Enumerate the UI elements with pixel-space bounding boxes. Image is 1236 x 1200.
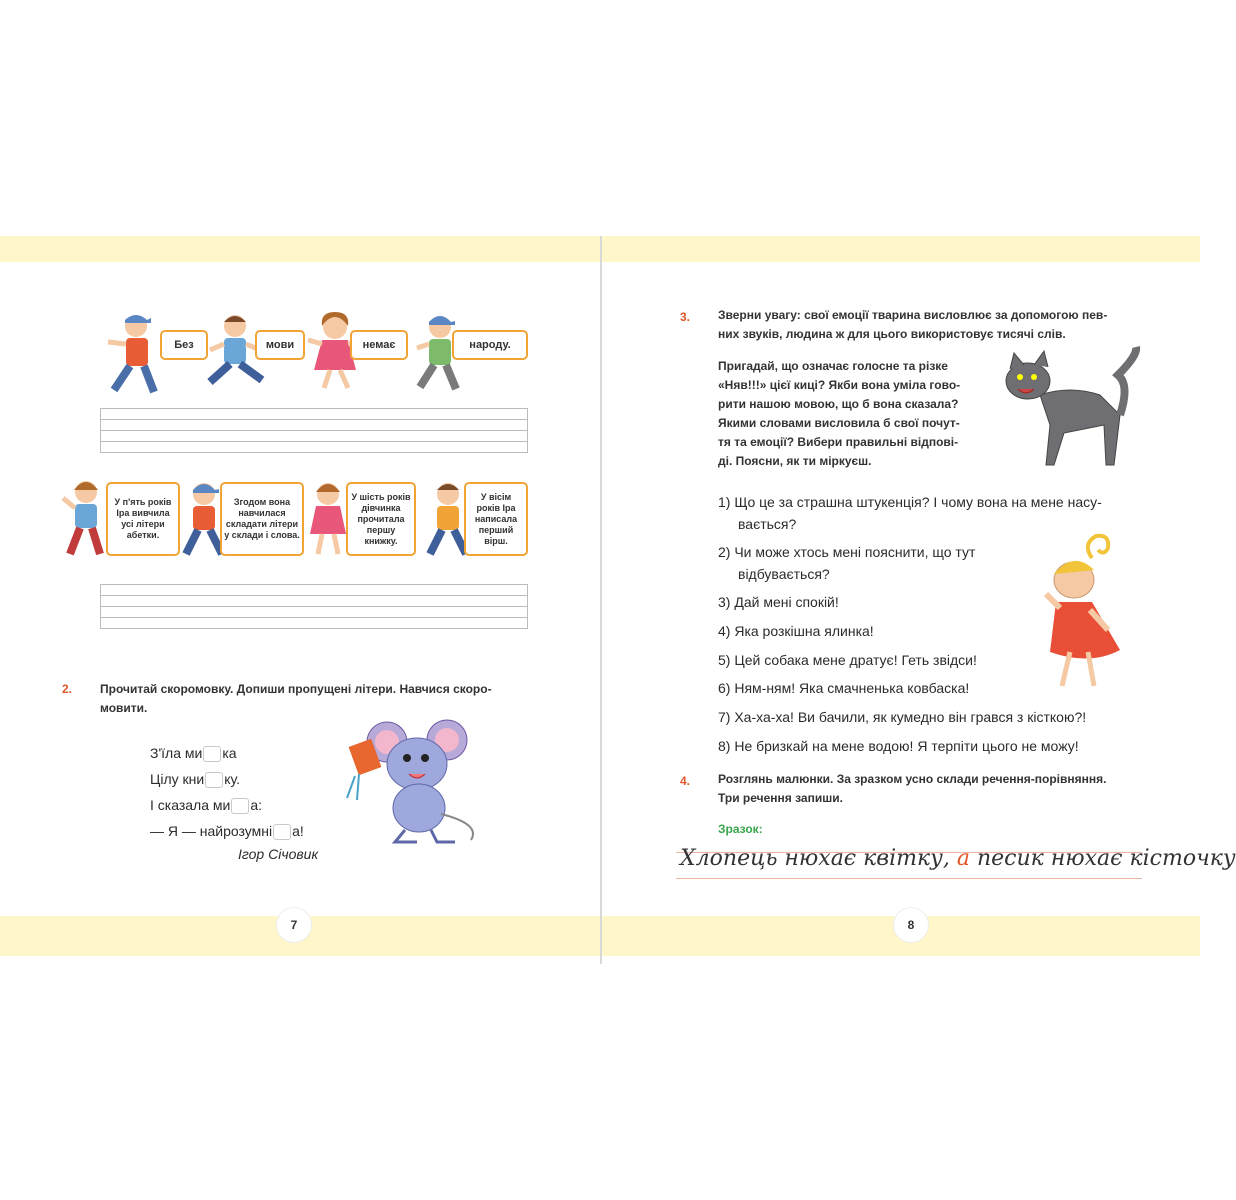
- writing-lines: [100, 408, 528, 453]
- cursive-sample-sentence: Хлопець нюхає квітку, а песик нюхає кісточку: [680, 846, 1236, 871]
- task-instruction: них звуків, людина ж для цього використовує тисячі слів.: [718, 327, 1066, 341]
- task-question: Пригадай, що означає голосне та різке: [718, 359, 948, 373]
- blank-letter-box[interactable]: [203, 746, 221, 762]
- answer-option: 6) Ням-ням! Яка смачненька ковбаска!: [718, 680, 970, 696]
- poem-line: Цілу кни ку.: [150, 771, 240, 787]
- blank-letter-box[interactable]: [273, 824, 291, 840]
- answer-option: відбувається?: [738, 566, 830, 582]
- poem-line: З'їла ми ка: [150, 745, 237, 761]
- task-instruction: мовити.: [100, 701, 148, 715]
- word-card: Без: [160, 330, 208, 360]
- book-gutter: [600, 236, 602, 964]
- mouse-with-book-illustration: [345, 716, 490, 848]
- answer-option: 5) Цей собака мене дратує! Геть звідси!: [718, 652, 977, 668]
- answer-option: 8) Не бризкай на мене водою! Я терпіти цього не можу!: [718, 738, 1079, 754]
- answer-option: 7) Ха-ха-ха! Ви бачили, як кумедно він грався з кісткою?!: [718, 709, 1087, 725]
- task-number: 2.: [62, 682, 73, 696]
- word-card: мови: [255, 330, 305, 360]
- blank-letter-box[interactable]: [231, 798, 249, 814]
- task-question: Якими словами висловила б свої почут-: [718, 416, 960, 430]
- task-question: ді. Поясни, як ти міркуєш.: [718, 454, 872, 468]
- task-instruction: Розглянь малюнки. За зразком усно склади речення-порівняння.: [718, 772, 1107, 786]
- task-instruction: Прочитай скоромовку. Допиши пропущені літери. Навчися скоро-: [100, 682, 492, 696]
- tongue-twister-poem: [150, 740, 304, 844]
- task-question: рити нашою мовою, що б вона сказала?: [718, 397, 959, 411]
- task-number: 4.: [680, 774, 691, 788]
- answer-option: 1) Що це за страшна штукенція? І чому вона на мене насу-: [718, 494, 1102, 510]
- task-question: тя та емоції? Вибери правильні відпові-: [718, 435, 959, 449]
- task-instruction: Три речення запиши.: [718, 791, 843, 805]
- answer-option: 4) Яка розкішна ялинка!: [718, 623, 874, 639]
- page-number: 7: [276, 907, 312, 943]
- word-card: народу.: [452, 330, 528, 360]
- writing-lines: [100, 584, 528, 629]
- task-number: 3.: [680, 310, 691, 324]
- story-card: У п'ять років Іра вивчила усі літери абетки.: [106, 482, 180, 556]
- story-card: У вісім років Іра написала перший вірш.: [464, 482, 528, 556]
- story-card: Згодом вона навчилася складати літери у склади і слова.: [220, 482, 304, 556]
- angry-cat-illustration: [1000, 345, 1150, 475]
- answer-option: 3) Дай мені спокій!: [718, 594, 839, 610]
- answer-option: вається?: [738, 516, 797, 532]
- task-instruction: Зверни увагу: свої емоції тварина висловлює за допомогою пев-: [718, 308, 1108, 322]
- story-card: У шість років дівчинка прочитала першу книжку.: [346, 482, 416, 556]
- poem-line: — Я — найрозумні а!: [150, 823, 304, 839]
- sample-label: Зразок:: [718, 822, 763, 836]
- poem-line: І сказала ми а:: [150, 797, 263, 813]
- poem-author: Ігор Січовик: [238, 846, 319, 862]
- blank-letter-box[interactable]: [205, 772, 223, 788]
- page-number: 8: [893, 907, 929, 943]
- girl-eating-illustration: [1030, 518, 1140, 698]
- girl-illustration: [56, 478, 112, 560]
- answer-option: 2) Чи може хтось мені пояснити, що тут: [718, 544, 976, 560]
- word-card: немає: [350, 330, 408, 360]
- task-question: «Няв!!!» цієї киці? Якби вона уміла гово-: [718, 378, 961, 392]
